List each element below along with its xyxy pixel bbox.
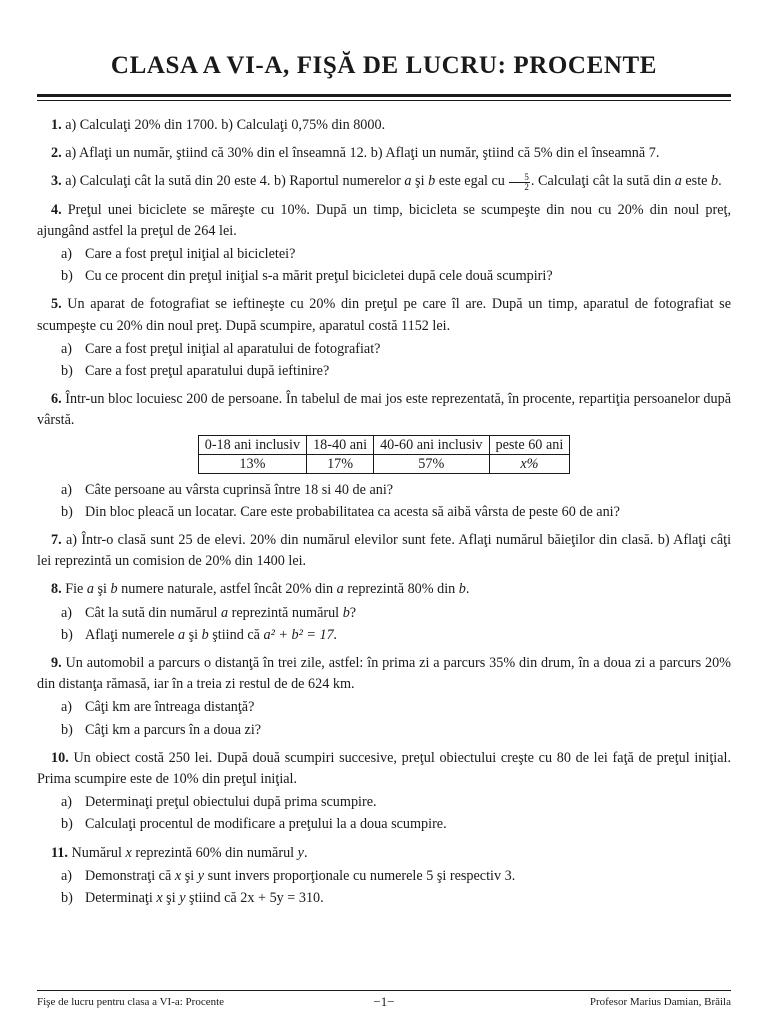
problem-6	[37, 389, 731, 523]
subquestion-a	[61, 480, 731, 501]
variable-b: b	[428, 173, 436, 190]
table-header-cell: 40-60 ani inclusiv	[374, 435, 489, 454]
subquestion-label: a)	[61, 604, 73, 621]
subquestion-b	[61, 625, 731, 646]
subquestion-label: b)	[61, 363, 73, 380]
subquestion-label: b)	[61, 890, 73, 907]
subquestion-b	[61, 720, 731, 741]
table-header-cell: 0-18 ani inclusiv	[198, 435, 306, 454]
problem-text: .	[465, 581, 470, 598]
worksheet-page	[37, 0, 731, 1024]
subquestion-a	[61, 244, 731, 265]
variable-b: b	[201, 626, 209, 643]
variable-b: b	[110, 581, 118, 598]
footer-right: Profesor Marius Damian, Brăila	[589, 996, 731, 1008]
subquestion-text: Câţi km a parcurs în a doua zi?	[85, 721, 262, 738]
problem-text: este egal cu	[435, 173, 509, 190]
variable-y: y	[179, 890, 186, 907]
subquestion-b	[61, 361, 731, 382]
subquestion-text-part: şi	[162, 890, 180, 907]
subquestion-text-part: ştiind că	[185, 890, 241, 907]
subquestion-text: Determinaţi preţul obiectului după prima scumpire.	[85, 794, 377, 811]
subquestion-text-part: Cât la sută din numărul	[85, 604, 221, 621]
subquestion-label: a)	[61, 246, 73, 263]
variable-a: a	[220, 604, 229, 621]
subquestion-text-part: ?	[349, 604, 357, 621]
subquestion-a	[61, 792, 731, 813]
equation: a² + b² = 17.	[263, 626, 338, 643]
subquestion-text	[85, 888, 324, 909]
variable-x: x	[156, 890, 163, 907]
problem-text: Preţul unei biciclete se măreşte cu 10%. După un timp, bicicleta se scumpeşte din nou cu 20% din noul preţ, ajungând astfel la preţul de 264 lei.	[37, 201, 732, 239]
problem-3	[37, 171, 731, 192]
variable-y: y	[197, 867, 205, 884]
problem-text: Un obiect costă 250 lei. După două scumpiri succesive, preţul obiectului creşte cu 80 de lei faţă de preţul iniţial. Prima scumpire este de 10% din preţul iniţial.	[37, 749, 732, 788]
problem-text: şi	[411, 173, 429, 190]
table-header-cell: 18-40 ani	[307, 435, 374, 454]
problem-text: şi	[93, 581, 111, 598]
subquestion-b	[61, 502, 731, 523]
problem-number: 5.	[51, 296, 62, 313]
subquestion-b	[61, 266, 731, 287]
subquestion-text-part: şi	[185, 626, 202, 643]
subquestion-text-part: sunt invers proporţionale cu numerele 5 şi respectiv 3.	[204, 867, 516, 884]
problem-number: 6.	[51, 391, 62, 408]
problem-11	[37, 843, 731, 910]
problem-10	[37, 748, 731, 836]
problem-2	[37, 143, 731, 164]
problem-number: 3.	[51, 173, 62, 190]
subquestions	[61, 697, 731, 740]
variable-a: a	[674, 173, 682, 190]
problem-number: 10.	[51, 749, 69, 766]
table-cell: 13%	[198, 454, 306, 473]
subquestion-label: a)	[61, 481, 73, 498]
problem-text: reprezintă 60% din numărul	[131, 844, 298, 861]
table-cell: 17%	[307, 454, 374, 473]
equation: 2x + 5y = 310.	[240, 890, 324, 907]
subquestion-label: a)	[61, 867, 73, 884]
table-cell-value: x%	[520, 455, 539, 472]
subquestion-text: Din bloc pleacă un locatar. Care este probabilitatea ca acesta să aibă vârsta de peste 60 de ani?	[85, 503, 620, 520]
subquestion-text: Care a fost preţul iniţial al aparatului de fotografiat?	[85, 340, 381, 357]
subquestion-text: Cu ce procent din preţul iniţial s-a mărit preţul bicicletei după cele două scumpiri?	[85, 268, 553, 285]
problem-text: Într-un bloc locuiesc 200 de persoane. În tabelul de mai jos este reprezentată, în procente, repartiţia persoanelor după vârstă.	[37, 391, 732, 429]
problem-text: reprezintă 80% din	[343, 581, 459, 598]
title-divider-thin	[37, 100, 731, 101]
subquestion-text: Câţi km are întreaga distanţă?	[85, 699, 255, 716]
variable-b: b	[710, 173, 719, 190]
subquestion-text: Care a fost preţul iniţial al bicicletei?	[85, 246, 296, 263]
variable-b: b	[458, 581, 466, 598]
problem-7	[37, 530, 731, 572]
subquestion-text-part: Aflaţi numerele	[85, 626, 178, 643]
problem-list	[37, 115, 731, 916]
problem-text: numere naturale, astfel încât 20% din	[117, 581, 337, 598]
page-number: −1−	[373, 994, 395, 1009]
subquestion-a	[61, 603, 731, 624]
problem-text: .	[303, 844, 308, 861]
subquestion-b	[61, 814, 731, 835]
subquestion-text: Câte persoane au vârsta cuprinsă între 18 si 40 de ani?	[85, 481, 394, 498]
subquestion-label: a)	[61, 699, 73, 716]
subquestion-text	[85, 603, 356, 624]
subquestion-label: a)	[61, 794, 73, 811]
problem-8	[37, 579, 731, 646]
subquestion-a	[61, 866, 731, 887]
problem-text: Numărul	[71, 844, 126, 861]
table-header-cell: peste 60 ani	[489, 435, 570, 454]
subquestion-text-part: ştiind că	[208, 626, 264, 643]
variable-a: a	[404, 173, 412, 190]
problem-9	[37, 653, 731, 741]
subquestion-label: a)	[61, 340, 73, 357]
subquestion-a	[61, 697, 731, 718]
problem-text: a) Aflaţi un număr, ştiind că 30% din el înseamnă 12. b) Aflaţi un număr, ştiind că 5% din el înseamnă 7.	[65, 145, 660, 162]
subquestion-label: b)	[61, 816, 73, 833]
age-distribution-table	[198, 435, 571, 474]
problem-1	[37, 115, 731, 136]
subquestion-text-part: Determinaţi	[85, 890, 157, 907]
variable-x: x	[125, 844, 132, 861]
problem-4	[37, 200, 731, 288]
subquestion-text	[85, 625, 337, 646]
problem-number: 11.	[51, 844, 68, 861]
fraction	[509, 173, 530, 192]
variable-b: b	[342, 604, 350, 621]
subquestion-label: b)	[61, 626, 73, 643]
variable-a: a	[177, 626, 186, 643]
variable-a: a	[336, 581, 344, 598]
subquestions	[61, 792, 731, 835]
subquestions	[61, 866, 731, 909]
problem-text: Fie	[65, 581, 87, 598]
problem-text: a) Într-o clasă sunt 25 de elevi. 20% din numărul elevilor sunt fete. Aflaţi numărul băieţilor din clasă. b) Aflaţi câţi lei reprezintă un comision de 20% din 1400 lei.	[37, 532, 732, 570]
table-header-row	[198, 435, 570, 454]
subquestion-text-part: şi	[181, 867, 198, 884]
table-row	[198, 454, 570, 473]
subquestion-label: b)	[61, 268, 73, 285]
title-divider-thick	[37, 94, 731, 97]
problem-number: 8.	[51, 581, 62, 598]
subquestions	[61, 480, 731, 523]
problem-5	[37, 294, 731, 382]
variable-x: x	[174, 867, 182, 884]
subquestion-text	[85, 866, 515, 887]
subquestion-label: b)	[61, 721, 73, 738]
subquestion-text-part: Demonstraţi că	[85, 867, 175, 884]
subquestions	[61, 339, 731, 382]
fraction-denominator: 2	[524, 181, 529, 192]
subquestion-a	[61, 339, 731, 360]
subquestion-b	[61, 888, 731, 909]
problem-number: 2.	[51, 145, 62, 162]
variable-y: y	[297, 844, 304, 861]
subquestions	[61, 244, 731, 287]
subquestion-text: Calculaţi procentul de modificare a preţului la a doua scumpire.	[85, 816, 447, 833]
page-title: CLASA A VI-A, FIŞĂ DE LUCRU: PROCENTE	[110, 52, 658, 79]
subquestion-text: Care a fost preţul aparatului după ieftinire?	[85, 363, 330, 380]
page-footer	[37, 990, 731, 1009]
table-cell: 57%	[374, 454, 489, 473]
subquestion-text-part: reprezintă numărul	[228, 604, 343, 621]
problem-number: 9.	[51, 655, 62, 672]
subquestions	[61, 603, 731, 646]
problem-text: . Calculaţi cât la sută din	[530, 173, 675, 190]
problem-text: a) Calculaţi cât la sută din 20 este 4. b) Raportul numerelor	[65, 173, 405, 190]
problem-text: .	[718, 173, 722, 190]
table-cell	[489, 454, 570, 473]
problem-number: 1.	[51, 117, 62, 133]
problem-text: este	[681, 173, 711, 190]
footer-left: Fişe de lucru pentru clasa a VI-a: Procente	[37, 996, 225, 1008]
problem-number: 4.	[51, 201, 62, 218]
variable-a: a	[86, 581, 94, 598]
problem-text: Un aparat de fotografiat se ieftineşte cu 20% din preţul pe care îl are. După un timp, aparatul de fotografiat se scumpeşte cu 20% din noul preţ. După scumpire, aparatul costă 1152 lei.	[37, 296, 731, 334]
subquestion-label: b)	[61, 503, 73, 520]
problem-text: Un automobil a parcurs o distanţă în trei zile, astfel: în prima zi a parcurs 35% din drum, în a doua zi a parcurs 20% din distanţa rămasă, iar în a treia zi restul de de 624 km.	[37, 655, 732, 693]
problem-text: a) Calculaţi 20% din 1700. b) Calculaţi 0,75% din 8000.	[65, 117, 386, 133]
problem-number: 7.	[51, 532, 62, 549]
fraction-numerator: 5	[509, 173, 530, 183]
